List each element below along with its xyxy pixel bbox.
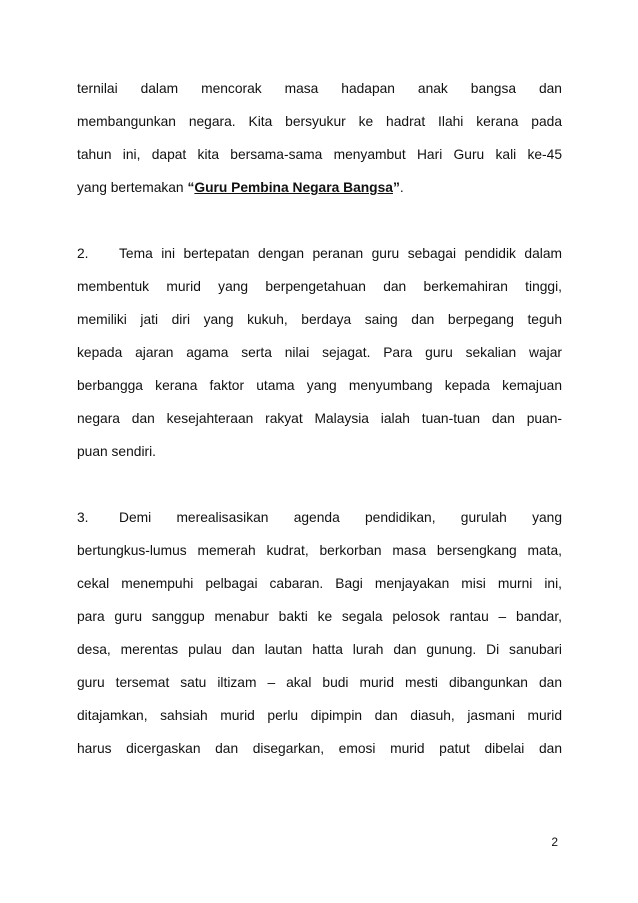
theme-open-quote: “ <box>187 180 195 195</box>
paragraph-3-line-1 <box>77 501 562 534</box>
paragraph-number: 2. <box>77 246 89 261</box>
paragraph-2-line-5: berbangga kerana faktor utama yang menyumbang kepada kemajuan <box>77 378 562 393</box>
paragraph-2-line-7: puan sendiri. <box>77 444 157 459</box>
paragraph-2-line-6: negara dan kesejahteraan rakyat Malaysia ialah tuan-tuan dan puan- <box>77 411 562 426</box>
paragraph-3-line-5: desa, merentas pulau dan lautan hatta lurah dan gunung. Di sanubari <box>77 642 562 657</box>
theme-lead-text: yang bertemakan <box>77 180 188 195</box>
theme-trailing-period: . <box>399 180 404 195</box>
paragraph-3 <box>77 501 562 765</box>
document-page <box>77 72 562 765</box>
page-number: 2 <box>551 835 558 849</box>
paragraph-2-line-4: kepada ajaran agama serta nilai sejagat. Para guru sekalian wajar <box>77 345 562 360</box>
paragraph-3-line-8: harus dicergaskan dan disegarkan, emosi murid patut dibelai dan <box>77 741 562 756</box>
paragraph-3-line-4: para guru sanggup menabur bakti ke segala pelosok rantau – bandar, <box>77 609 562 624</box>
paragraph-1 <box>77 72 562 204</box>
paragraph-3-line-1-text: Demi merealisasikan agenda pendidikan, gurulah yang <box>119 510 562 525</box>
paragraph-1-line-2: membangunkan negara. Kita bersyukur ke hadrat Ilahi kerana pada <box>77 114 562 129</box>
paragraph-2-line-3: memiliki jati diri yang kukuh, berdaya saing dan berpegang teguh <box>77 312 562 327</box>
paragraph-3-line-7: ditajamkan, sahsiah murid perlu dipimpin dan diasuh, jasmani murid <box>77 708 562 723</box>
paragraph-number: 3. <box>77 510 89 525</box>
paragraph-3-line-2: bertungkus-lumus memerah kudrat, berkorban masa bersengkang mata, <box>77 543 562 558</box>
theme-title: Guru Pembina Negara Bangsa <box>194 180 393 195</box>
paragraph-3-line-3: cekal menempuhi pelbagai cabaran. Bagi menjayakan misi murni ini, <box>77 576 562 591</box>
paragraph-2-line-1 <box>77 237 562 270</box>
paragraph-1-line-1: ternilai dalam mencorak masa hadapan anak bangsa dan <box>77 81 562 96</box>
paragraph-1-line-3: tahun ini, dapat kita bersama-sama menyambut Hari Guru kali ke-45 <box>77 147 562 162</box>
paragraph-2-line-2: membentuk murid yang berpengetahuan dan berkemahiran tinggi, <box>77 279 562 294</box>
theme-close-quote: ” <box>392 180 400 195</box>
paragraph-1-line-4 <box>77 171 562 204</box>
paragraph-2-line-1-text: Tema ini bertepatan dengan peranan guru sebagai pendidik dalam <box>119 246 562 261</box>
paragraph-3-line-6: guru tersemat satu iltizam – akal budi murid mesti dibangunkan dan <box>77 675 562 690</box>
paragraph-2 <box>77 237 562 468</box>
